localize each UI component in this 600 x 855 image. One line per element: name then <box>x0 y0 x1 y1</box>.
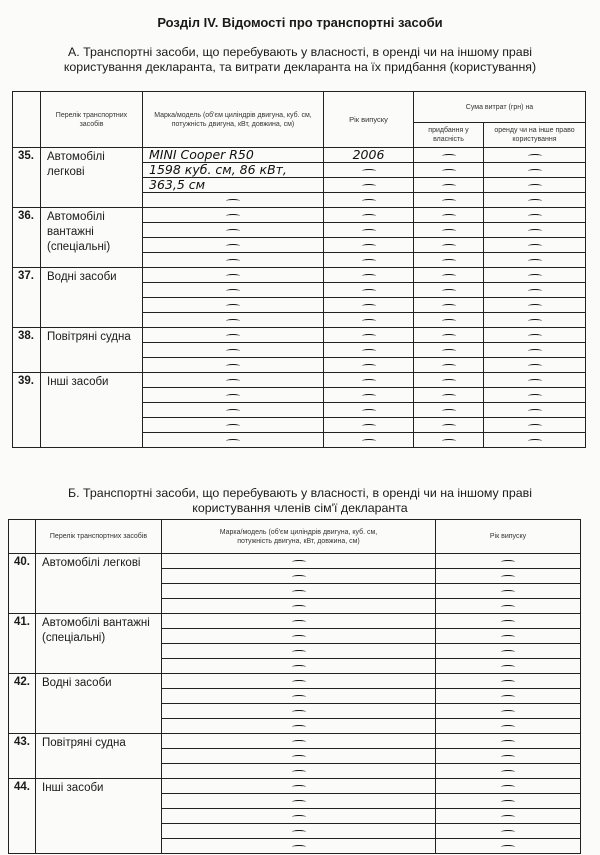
cell-year <box>436 659 581 674</box>
cell-purchase <box>414 178 484 193</box>
cell-model <box>162 569 436 584</box>
cell-purchase <box>414 388 484 403</box>
cell-model <box>162 809 436 824</box>
cell-year <box>324 268 414 283</box>
empty-dash-mark <box>226 424 240 428</box>
empty-dash-mark <box>501 710 515 714</box>
cell-model <box>162 659 436 674</box>
cell-purchase <box>414 148 484 163</box>
cell-purchase <box>414 328 484 343</box>
cell-purchase <box>414 208 484 223</box>
empty-dash-mark <box>528 304 542 308</box>
cell-model <box>143 403 324 418</box>
cell-rent <box>484 283 586 298</box>
empty-dash-mark <box>226 229 240 233</box>
empty-dash-mark <box>292 695 306 699</box>
cell-model <box>143 388 324 403</box>
empty-dash-mark <box>501 560 515 564</box>
cell-model <box>143 238 324 253</box>
empty-dash-mark <box>226 409 240 413</box>
empty-dash-mark <box>442 184 456 188</box>
cell-rent <box>484 358 586 373</box>
cell-rent <box>484 208 586 223</box>
empty-dash-mark <box>528 379 542 383</box>
cell-purchase <box>414 373 484 388</box>
empty-dash-mark <box>501 845 515 849</box>
empty-dash-mark <box>501 755 515 759</box>
cell-model <box>162 719 436 734</box>
cell-year <box>436 719 581 734</box>
vehicle-category: Автомобілі вантажні (спеціальні) <box>36 614 162 674</box>
cell-year <box>324 163 414 178</box>
empty-dash-mark <box>501 665 515 669</box>
section-title: Розділ IV. Відомості про транспортні засоби <box>157 15 443 30</box>
cell-model <box>162 779 436 794</box>
empty-dash-mark <box>501 740 515 744</box>
cell-model <box>143 433 324 448</box>
empty-dash-mark <box>442 319 456 323</box>
empty-dash-mark <box>292 605 306 609</box>
empty-dash-mark <box>442 379 456 383</box>
empty-dash-mark <box>501 650 515 654</box>
row-number: 38. <box>13 328 41 373</box>
empty-dash-mark <box>528 259 542 263</box>
empty-dash-mark <box>362 244 376 248</box>
cell-rent <box>484 403 586 418</box>
cell-year <box>436 764 581 779</box>
empty-dash-mark <box>362 349 376 353</box>
empty-dash-mark <box>362 409 376 413</box>
header-model: Марка/модель (об'єм циліндрів двигуна, куб. см, потужність двигуна, кВт, довжина, см) <box>143 92 324 148</box>
empty-dash-mark <box>226 199 240 203</box>
cell-purchase <box>414 253 484 268</box>
empty-dash-mark <box>442 259 456 263</box>
cell-year <box>436 809 581 824</box>
cell-model <box>162 614 436 629</box>
empty-dash-mark <box>442 229 456 233</box>
empty-dash-mark <box>292 680 306 684</box>
cell-year <box>436 734 581 749</box>
empty-dash-mark <box>226 334 240 338</box>
empty-dash-mark <box>226 439 240 443</box>
vehicle-category: Інші засоби <box>41 373 143 448</box>
empty-dash-mark <box>292 710 306 714</box>
row-number: 39. <box>13 373 41 448</box>
empty-dash-mark <box>292 755 306 759</box>
empty-dash-mark <box>292 590 306 594</box>
vehicle-category: Водні засоби <box>41 268 143 328</box>
cell-year <box>324 208 414 223</box>
cell-year <box>324 178 414 193</box>
cell-model <box>162 599 436 614</box>
empty-dash-mark <box>501 620 515 624</box>
empty-dash-mark <box>528 184 542 188</box>
empty-dash-mark <box>442 169 456 173</box>
cell-year <box>324 403 414 418</box>
empty-dash-mark <box>292 845 306 849</box>
cell-year <box>436 689 581 704</box>
table-row <box>13 208 586 223</box>
empty-dash-mark <box>362 304 376 308</box>
empty-dash-mark <box>226 274 240 278</box>
empty-dash-mark <box>362 379 376 383</box>
empty-dash-mark <box>226 379 240 383</box>
empty-dash-mark <box>442 244 456 248</box>
empty-dash-mark <box>442 289 456 293</box>
empty-dash-mark <box>442 364 456 368</box>
empty-dash-mark <box>292 800 306 804</box>
cell-purchase <box>414 433 484 448</box>
empty-dash-mark <box>528 349 542 353</box>
empty-dash-mark <box>292 770 306 774</box>
empty-dash-mark <box>528 214 542 218</box>
cell-year <box>436 779 581 794</box>
cell-model <box>143 223 324 238</box>
cell-model <box>143 358 324 373</box>
cell-purchase <box>414 313 484 328</box>
row-number: 37. <box>13 268 41 328</box>
row-number: 43. <box>9 734 36 779</box>
empty-dash-mark <box>528 364 542 368</box>
empty-dash-mark <box>292 665 306 669</box>
row-number: 40. <box>9 554 36 614</box>
table-row <box>13 148 586 163</box>
row-number: 36. <box>13 208 41 268</box>
empty-dash-mark <box>442 349 456 353</box>
table-row <box>9 554 581 569</box>
header-year: Рік випуску <box>436 520 581 554</box>
cell-model <box>162 644 436 659</box>
empty-dash-mark <box>362 334 376 338</box>
empty-dash-mark <box>501 575 515 579</box>
cell-year <box>436 644 581 659</box>
table-row <box>9 614 581 629</box>
cell-year <box>436 569 581 584</box>
cell-rent <box>484 178 586 193</box>
empty-dash-mark <box>362 259 376 263</box>
empty-dash-mark <box>292 575 306 579</box>
cell-year <box>324 343 414 358</box>
cell-purchase <box>414 403 484 418</box>
cell-model <box>143 253 324 268</box>
vehicle-category: Автомобілі вантажні (спеціальні) <box>41 208 143 268</box>
empty-dash-mark <box>362 319 376 323</box>
cell-model <box>143 283 324 298</box>
cell-year <box>324 388 414 403</box>
cell-model <box>162 629 436 644</box>
empty-dash-mark <box>226 364 240 368</box>
empty-dash-mark <box>292 785 306 789</box>
header-list: Перелік транспортних засобів <box>41 92 143 148</box>
empty-dash-mark <box>292 650 306 654</box>
cell-purchase <box>414 298 484 313</box>
cell-purchase <box>414 343 484 358</box>
cell-rent <box>484 193 586 208</box>
empty-dash-mark <box>362 229 376 233</box>
cell-rent <box>484 343 586 358</box>
empty-dash-mark <box>362 439 376 443</box>
empty-dash-mark <box>226 214 240 218</box>
empty-dash-mark <box>528 334 542 338</box>
empty-dash-mark <box>501 590 515 594</box>
header-year: Рік випуску <box>324 92 414 148</box>
empty-dash-mark <box>362 274 376 278</box>
cell-year <box>436 824 581 839</box>
empty-dash-mark <box>442 409 456 413</box>
table-row <box>9 734 581 749</box>
cell-model: 1598 куб. см, 86 кВт, <box>143 163 324 178</box>
cell-purchase <box>414 163 484 178</box>
cell-model <box>143 328 324 343</box>
cell-rent <box>484 268 586 283</box>
vehicle-category: Автомобілі легкові <box>41 148 143 208</box>
cell-year <box>324 283 414 298</box>
empty-dash-mark <box>362 289 376 293</box>
cell-rent <box>484 253 586 268</box>
empty-dash-mark <box>501 605 515 609</box>
empty-dash-mark <box>292 815 306 819</box>
empty-dash-mark <box>226 349 240 353</box>
empty-dash-mark <box>528 244 542 248</box>
cell-model <box>143 268 324 283</box>
empty-dash-mark <box>501 815 515 819</box>
table-row <box>13 328 586 343</box>
cell-rent <box>484 163 586 178</box>
empty-dash-mark <box>292 740 306 744</box>
header-model: Марка/модель (об'єм циліндрів двигуна, куб. см, потужність двигуна, кВт, довжина, см) <box>162 520 436 554</box>
empty-dash-mark <box>362 199 376 203</box>
cell-year <box>436 674 581 689</box>
cell-purchase <box>414 283 484 298</box>
empty-dash-mark <box>442 214 456 218</box>
empty-dash-mark <box>442 199 456 203</box>
cell-rent <box>484 418 586 433</box>
cell-model <box>162 764 436 779</box>
row-number: 41. <box>9 614 36 674</box>
empty-dash-mark <box>226 304 240 308</box>
cell-model <box>162 734 436 749</box>
empty-dash-mark <box>528 394 542 398</box>
vehicle-category: Повітряні судна <box>36 734 162 779</box>
empty-dash-mark <box>528 289 542 293</box>
part-a-title: А. Транспортні засоби, що перебувають у власності, в оренді чи на іншому праві користування декларанта, та витрати декларанта на їх придбання (користування) <box>63 45 537 74</box>
cell-year <box>324 418 414 433</box>
empty-dash-mark <box>442 274 456 278</box>
empty-dash-mark <box>442 304 456 308</box>
empty-dash-mark <box>528 319 542 323</box>
empty-dash-mark <box>528 154 542 158</box>
empty-dash-mark <box>226 289 240 293</box>
cell-rent <box>484 148 586 163</box>
cell-year <box>436 584 581 599</box>
row-number: 42. <box>9 674 36 734</box>
empty-dash-mark <box>226 244 240 248</box>
cell-rent <box>484 388 586 403</box>
empty-dash-mark <box>362 214 376 218</box>
cell-year <box>324 193 414 208</box>
header-list: Перелік транспортних засобів <box>36 520 162 554</box>
cell-year <box>324 238 414 253</box>
empty-dash-mark <box>362 364 376 368</box>
empty-dash-mark <box>501 770 515 774</box>
cell-rent <box>484 313 586 328</box>
empty-dash-mark <box>501 725 515 729</box>
cell-year <box>324 358 414 373</box>
empty-dash-mark <box>226 259 240 263</box>
cell-model <box>143 313 324 328</box>
cell-year <box>324 253 414 268</box>
cell-purchase <box>414 238 484 253</box>
row-number: 44. <box>9 779 36 854</box>
empty-dash-mark <box>442 424 456 428</box>
cell-rent <box>484 223 586 238</box>
part-b-title: Б. Транспортні засоби, що перебувають у власності, в оренді чи на іншому праві користування членів сім'ї декларанта <box>68 486 532 515</box>
empty-dash-mark <box>501 785 515 789</box>
cell-purchase <box>414 193 484 208</box>
header-rent: оренду чи на інше право користування <box>484 123 586 148</box>
empty-dash-mark <box>292 620 306 624</box>
empty-dash-mark <box>292 560 306 564</box>
cell-year <box>324 433 414 448</box>
header-number <box>9 520 36 554</box>
cell-purchase <box>414 418 484 433</box>
empty-dash-mark <box>362 184 376 188</box>
cell-model <box>162 839 436 854</box>
cell-year: 2006 <box>324 148 414 163</box>
cell-model <box>143 373 324 388</box>
cell-rent <box>484 238 586 253</box>
vehicle-category: Водні засоби <box>36 674 162 734</box>
cell-year <box>436 554 581 569</box>
cell-rent <box>484 433 586 448</box>
cell-year <box>324 328 414 343</box>
cell-model <box>143 193 324 208</box>
table-row <box>9 779 581 794</box>
vehicle-category: Інші засоби <box>36 779 162 854</box>
cell-model <box>162 794 436 809</box>
table-row <box>9 674 581 689</box>
empty-dash-mark <box>292 830 306 834</box>
empty-dash-mark <box>528 409 542 413</box>
empty-dash-mark <box>528 229 542 233</box>
table-row <box>13 268 586 283</box>
table-row <box>13 373 586 388</box>
empty-dash-mark <box>362 394 376 398</box>
empty-dash-mark <box>501 800 515 804</box>
empty-dash-mark <box>226 394 240 398</box>
empty-dash-mark <box>528 274 542 278</box>
cell-model <box>162 674 436 689</box>
cell-rent <box>484 328 586 343</box>
empty-dash-mark <box>292 725 306 729</box>
cell-year <box>324 223 414 238</box>
cell-model <box>162 704 436 719</box>
empty-dash-mark <box>292 635 306 639</box>
cell-model: MINI Cooper R50 <box>143 148 324 163</box>
empty-dash-mark <box>442 394 456 398</box>
empty-dash-mark <box>528 424 542 428</box>
cell-purchase <box>414 268 484 283</box>
cell-year <box>324 373 414 388</box>
cell-year <box>436 839 581 854</box>
cell-model: 363,5 см <box>143 178 324 193</box>
empty-dash-mark <box>362 424 376 428</box>
cell-model <box>162 584 436 599</box>
empty-dash-mark <box>528 439 542 443</box>
row-number: 35. <box>13 148 41 208</box>
empty-dash-mark <box>442 334 456 338</box>
empty-dash-mark <box>528 169 542 173</box>
cell-year <box>324 298 414 313</box>
cell-year <box>324 313 414 328</box>
cell-year <box>436 614 581 629</box>
cell-year <box>436 599 581 614</box>
table-part-b <box>8 519 581 854</box>
vehicle-category: Повітряні судна <box>41 328 143 373</box>
cell-model <box>143 418 324 433</box>
empty-dash-mark <box>442 439 456 443</box>
cell-year <box>436 704 581 719</box>
cell-model <box>143 208 324 223</box>
cell-model <box>162 689 436 704</box>
cell-purchase <box>414 223 484 238</box>
cell-rent <box>484 298 586 313</box>
table-part-a <box>12 91 586 448</box>
cell-purchase <box>414 358 484 373</box>
cell-model <box>162 554 436 569</box>
cell-model <box>143 343 324 358</box>
header-expenses: Сума витрат (грн) на <box>414 92 586 123</box>
empty-dash-mark <box>501 635 515 639</box>
header-purchase: придбання у власність <box>414 123 484 148</box>
empty-dash-mark <box>501 695 515 699</box>
cell-year <box>436 749 581 764</box>
vehicle-category: Автомобілі легкові <box>36 554 162 614</box>
cell-model <box>162 824 436 839</box>
cell-rent <box>484 373 586 388</box>
cell-year <box>436 794 581 809</box>
empty-dash-mark <box>528 199 542 203</box>
empty-dash-mark <box>362 169 376 173</box>
header-number <box>13 92 41 148</box>
cell-year <box>436 629 581 644</box>
empty-dash-mark <box>226 319 240 323</box>
empty-dash-mark <box>501 680 515 684</box>
cell-model <box>143 298 324 313</box>
cell-model <box>162 749 436 764</box>
empty-dash-mark <box>501 830 515 834</box>
empty-dash-mark <box>442 154 456 158</box>
